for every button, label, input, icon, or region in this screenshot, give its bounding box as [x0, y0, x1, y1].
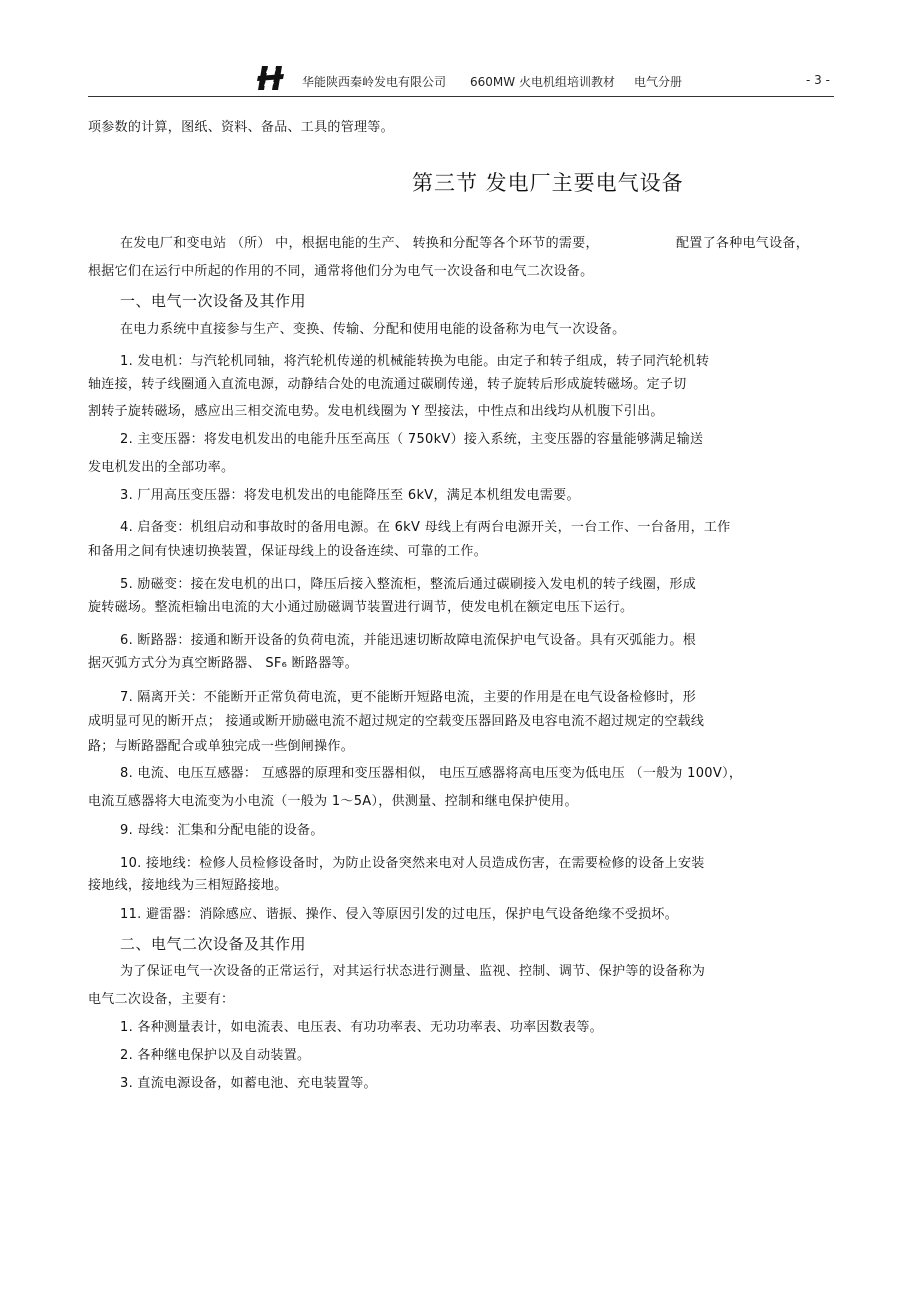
list-item: 5. 励磁变：接在发电机的出口，降压后接入整流柜，整流后通过碳刷接入发电机的转子线圈，形成 — [120, 577, 697, 592]
secondary-equipment-intro-line-2: 电气二次设备，主要有： — [88, 992, 235, 1007]
list-item: 2. 主变压器：将发电机发出的电能升压至高压（ 750kV）接入系统，主变压器的容量能够满足输送 — [120, 432, 704, 447]
list-item: 2. 各种继电保护以及自动装置。 — [120, 1048, 311, 1063]
list-item-continuation: 和备用之间有快速切换装置，保证母线上的设备连续、可靠的工作。 — [88, 544, 488, 559]
page-header — [0, 0, 920, 100]
list-item: 11. 避雷器：消除感应、谐振、操作、侵入等原因引发的过电压，保护电气设备绝缘不受损坏。 — [120, 907, 679, 922]
section-title: 第三节 发电厂主要电气设备 — [412, 171, 684, 195]
header-page-number: - 3 - — [806, 73, 830, 87]
list-item-continuation: 路；与断路器配合或单独完成一些倒闸操作。 — [88, 739, 355, 754]
list-item: 6. 断路器：接通和断开设备的负荷电流，并能迅速切断故障电流保护电气设备。具有灭弧能力。根 — [120, 633, 697, 648]
list-item: 9. 母线：汇集和分配电能的设备。 — [120, 823, 324, 838]
header-divider — [88, 96, 834, 97]
paragraph-1-line-1b: 配置了各种电气设备， — [676, 236, 810, 251]
secondary-equipment-intro-line-1: 为了保证电气一次设备的正常运行，对其运行状态进行测量、监视、控制、调节、保护等的设备称为 — [120, 964, 706, 979]
header-volume: 电气分册 — [634, 75, 683, 89]
paragraph-1-line-1a: 在发电厂和变电站 （所） 中，根据电能的生产、 转换和分配等各个环节的需要， — [120, 236, 599, 251]
intro-line: 项参数的计算，图纸、资料、备品、工具的管理等。 — [88, 120, 394, 135]
list-item: 7. 隔离开关：不能断开正常负荷电流，更不能断开短路电流，主要的作用是在电气设备检修时，形 — [120, 690, 697, 705]
list-item-continuation: 割转子旋转磁场，感应出三相交流电势。发电机线圈为 Y 型接法，中性点和出线均从机腹下引出。 — [88, 404, 664, 419]
list-item-continuation: 旋转磁场。整流柜输出电流的大小通过励磁调节装置进行调节，使发电机在额定电压下运行。 — [88, 600, 634, 615]
subheading-primary-equipment: 一、电气一次设备及其作用 — [120, 292, 307, 310]
paragraph-1-line-2: 根据它们在运行中所起的作用的不同，通常将他们分为电气一次设备和电气二次设备。 — [88, 264, 594, 279]
list-item-continuation: 电流互感器将大电流变为小电流（一般为 1～5A），供测量、控制和继电保护使用。 — [88, 794, 578, 809]
list-item-continuation: 接地线，接地线为三相短路接地。 — [88, 878, 288, 893]
primary-equipment-intro: 在电力系统中直接参与生产、变换、传输、分配和使用电能的设备称为电气一次设备。 — [120, 322, 626, 337]
list-item-continuation: 成明显可见的断开点； 接通或断开励磁电流不超过规定的空载变压器回路及电容电流不超过规定的空载线 — [88, 714, 705, 729]
company-logo-icon — [256, 66, 286, 90]
subheading-secondary-equipment: 二、电气二次设备及其作用 — [120, 935, 307, 953]
header-book: 660MW 火电机组培训教材 — [470, 75, 615, 89]
list-item-continuation: 轴连接，转子线圈通入直流电源，动静结合处的电流通过碳刷传递，转子旋转后形成旋转磁场。定子切 — [88, 377, 687, 392]
list-item-continuation: 发电机发出的全部功率。 — [88, 460, 235, 475]
list-item-continuation: 据灭弧方式分为真空断路器、 SF₆ 断路器等。 — [88, 656, 359, 671]
list-item: 1. 发电机：与汽轮机同轴，将汽轮机传递的机械能转换为电能。由定子和转子组成，转子同汽轮机转 — [120, 354, 710, 369]
list-item: 10. 接地线：检修人员检修设备时，为防止设备突然来电对人员造成伤害，在需要检修的设备上安装 — [120, 856, 705, 871]
list-item: 4. 启备变：机组启动和事故时的备用电源。在 6kV 母线上有两台电源开关，一台工作、一台备用，工作 — [120, 520, 731, 535]
list-item: 3. 直流电源设备，如蓄电池、充电装置等。 — [120, 1076, 377, 1091]
list-item: 3. 厂用高压变压器：将发电机发出的电能降压至 6kV，满足本机组发电需要。 — [120, 488, 580, 503]
list-item: 8. 电流、电压互感器： 互感器的原理和变压器相似， 电压互感器将高电压变为低电压 （一般为 100V）， — [120, 766, 743, 781]
list-item: 1. 各种测量表计，如电流表、电压表、有功功率表、无功功率表、功率因数表等。 — [120, 1020, 603, 1035]
header-company: 华能陕西秦岭发电有限公司 — [302, 75, 447, 89]
